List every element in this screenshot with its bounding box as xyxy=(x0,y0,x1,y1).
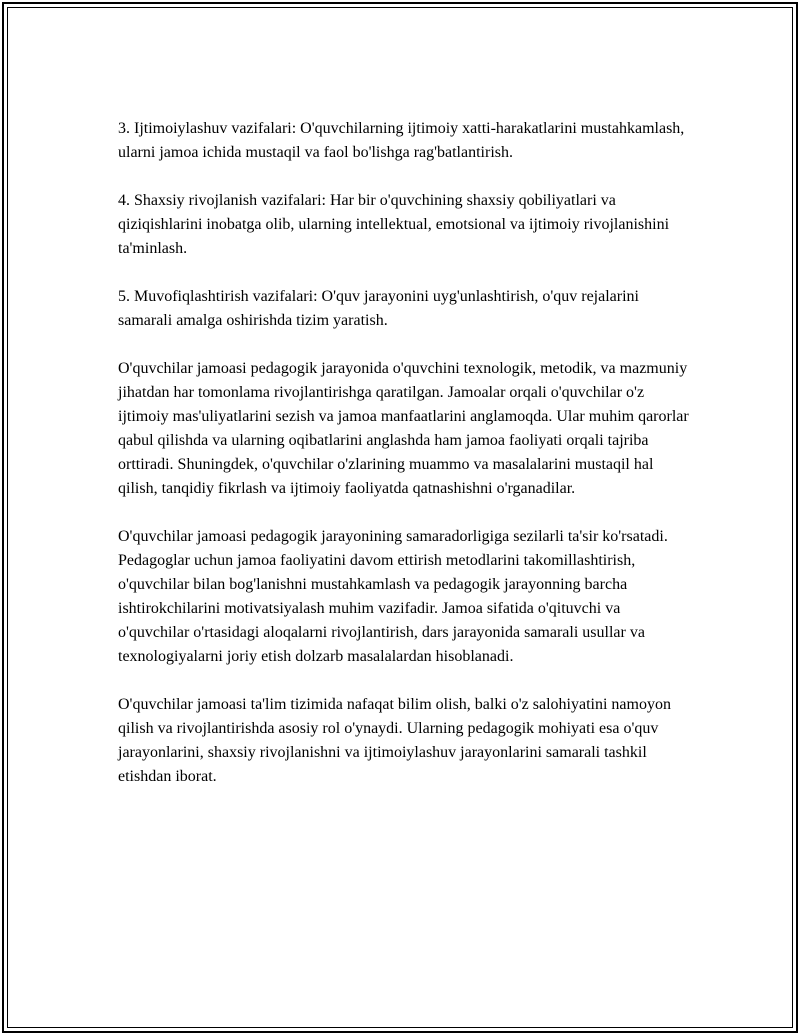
paragraph-student-collective-process: O'quvchilar jamoasi pedagogik jarayonida o'quvchini texnologik, metodik, va mazmuniy jihatdan har tomonlama rivojlantirishga qaratilgan. Jamoalar orqali o'quvchilar o'z ijtimoiy mas'uliyatlarini sezish va jamoa manfaatlarini anglamoqda. Ular muhim qarorlar qabul qilishda va ularning oqibatlarini anglashda ham jamoa faoliyati orqali tajriba orttiradi. Shuningdek, o'quvchilar o'zlarining muammo va masalalarini mustaqil hal qilish, tanqidiy fikrlash va ijtimoiy faoliyatda qatnashishni o'rganadilar. xyxy=(118,360,689,497)
document-body xyxy=(118,117,690,813)
paragraph-conclusion: O'quvchilar jamoasi ta'lim tizimida nafaqat bilim olish, balki o'z salohiyatini namoyon qilish va rivojlantirishda asosiy rol o'ynaydi. Ularning pedagogik mohiyati esa o'quv jarayonlarini, shaxsiy rivojlanishni va ijtimoiylashuv jarayonlarini samarali tashkil etishdan iborat. xyxy=(118,696,671,785)
paragraph-personal-development-tasks: 4. Shaxsiy rivojlanish vazifalari: Har bir o'quvchining shaxsiy qobiliyatlari va qiziqishlarini inobatga olib, ularning intellektual, emotsional va ijtimoiy rivojlanishini ta'minlash. xyxy=(118,192,670,257)
paragraph-collective-effectiveness: O'quvchilar jamoasi pedagogik jarayonining samaradorligiga sezilarli ta'sir ko'rsatadi. Pedagoglar uchun jamoa faoliyatini davom ettirish metodlarini takomillashtirish, o'quvchilar bilan bog'lanishni mustahkamlash va pedagogik jarayonning barcha ishtirokchilarini motivatsiyalash muhim vazifadir. Jamoa sifatida o'qituvchi va o'quvchilar o'rtasidagi aloqalarni rivojlantirish, dars jarayonida samarali usullar va texnologiyalarni joriy etish dolzarb masalalardan hisoblanadi. xyxy=(118,528,668,665)
paragraph-coordination-tasks: 5. Muvofiqlashtirish vazifalari: O'quv jarayonini uyg'unlashtirish, o'quv rejalarini samarali amalga oshirishda tizim yaratish. xyxy=(118,288,639,329)
paragraph-socialization-tasks: 3. Ijtimoiylashuv vazifalari: O'quvchilarning ijtimoiy xatti-harakatlarini mustahkamlash, ularni jamoa ichida mustaqil va faol bo'lishga rag'batlantirish. xyxy=(118,120,685,161)
